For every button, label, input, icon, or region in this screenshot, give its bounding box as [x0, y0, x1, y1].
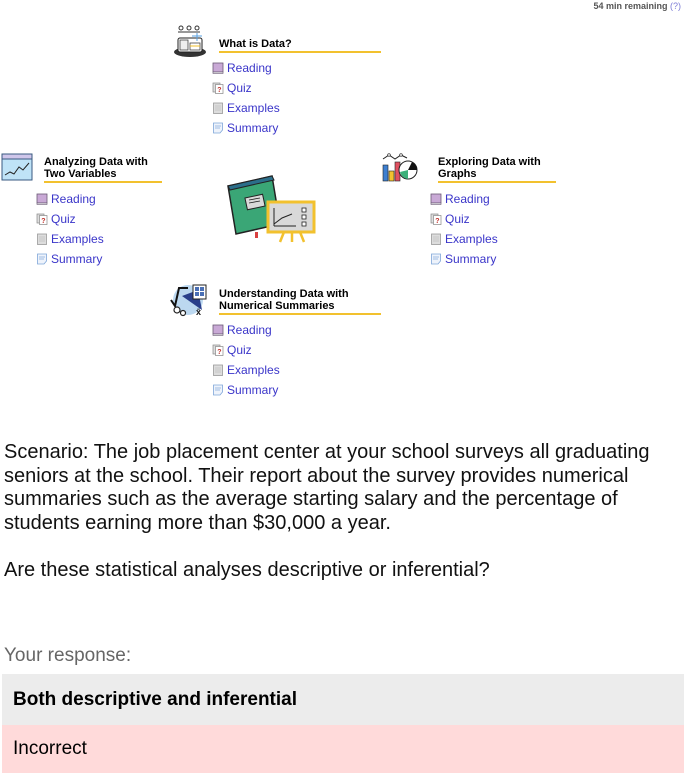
summary-icon [36, 253, 48, 265]
book-icon [212, 324, 224, 336]
svg-text:x̄: x̄ [196, 307, 202, 317]
quiz-icon [36, 213, 48, 225]
resource-summary[interactable]: Summary [430, 249, 498, 269]
quiz-icon [212, 82, 224, 94]
resource-examples[interactable]: Examples [36, 229, 104, 249]
book-icon [430, 193, 442, 205]
summary-icon [430, 253, 442, 265]
time-remaining [593, 1, 681, 11]
line-chart-icon [1, 153, 41, 189]
question-prompt: Are these statistical analyses descriptive or inferential? [4, 559, 490, 581]
resource-reading[interactable]: Reading [36, 189, 104, 209]
resource-list [430, 189, 498, 269]
response-label: Your response: [4, 645, 132, 666]
time-remaining-text: 54 min remaining [593, 1, 668, 11]
quiz-icon [212, 344, 224, 356]
bar-pie-chart-icon [381, 151, 421, 187]
resource-summary[interactable]: Summary [212, 380, 280, 400]
resource-examples[interactable]: Examples [212, 360, 280, 380]
resource-summary[interactable]: Summary [36, 249, 104, 269]
resource-reading[interactable]: Reading [212, 320, 280, 340]
question-block [4, 441, 684, 583]
resource-examples[interactable]: Examples [430, 229, 498, 249]
resource-list [36, 189, 104, 269]
response-answer-text: Both descriptive and inferential [13, 688, 297, 710]
summary-icon [212, 122, 224, 134]
response-answer [2, 674, 684, 725]
book-presentation-illustration [222, 172, 318, 244]
module-title[interactable]: What is Data? [219, 38, 381, 53]
resource-quiz[interactable]: Quiz [430, 209, 498, 229]
people-network-icon [172, 24, 212, 60]
examples-icon [36, 233, 48, 245]
resource-quiz[interactable]: Quiz [212, 340, 280, 360]
examples-icon [430, 233, 442, 245]
resource-summary[interactable]: Summary [212, 118, 280, 138]
scenario-text: Scenario: The job placement center at your school surveys all graduating seniors at the school. Their report about the survey provides numerical summaries such as the average starting salary and the percentage of students earning more than $30,000 a year. [4, 441, 650, 534]
resource-reading[interactable]: Reading [212, 58, 280, 78]
summary-icon [212, 384, 224, 396]
resource-reading[interactable]: Reading [430, 189, 498, 209]
module-title[interactable]: Analyzing Data with Two Variables [44, 156, 162, 183]
book-icon [36, 193, 48, 205]
resource-quiz[interactable]: Quiz [212, 78, 280, 98]
resource-list [212, 58, 280, 138]
response-result-incorrect [2, 725, 684, 773]
calculator-math-icon [168, 282, 208, 318]
resource-examples[interactable]: Examples [212, 98, 280, 118]
resource-quiz[interactable]: Quiz [36, 209, 104, 229]
book-icon [212, 62, 224, 74]
module-title[interactable]: Exploring Data with Graphs [438, 156, 556, 183]
examples-icon [212, 102, 224, 114]
quiz-icon [430, 213, 442, 225]
module-title[interactable]: Understanding Data with Numerical Summaries [219, 288, 381, 315]
examples-icon [212, 364, 224, 376]
response-result-text: Incorrect [13, 738, 87, 759]
help-link[interactable]: (?) [670, 1, 681, 11]
resource-list [212, 320, 280, 400]
